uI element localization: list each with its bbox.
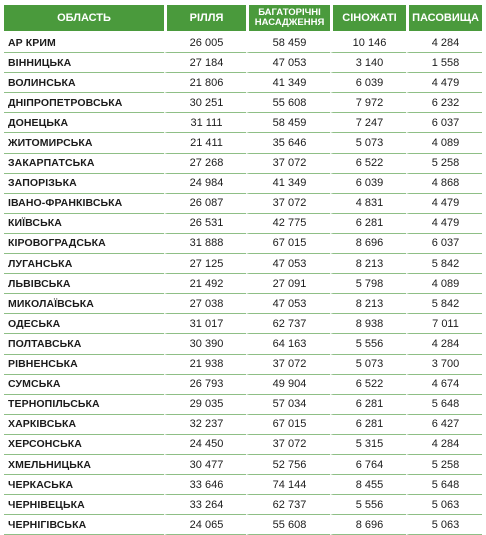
cell-region: ХЕРСОНСЬКА <box>4 435 164 455</box>
cell-pasture: 4 284 <box>406 435 482 455</box>
cell-hay: 8 213 <box>330 254 406 274</box>
cell-pasture: 4 479 <box>406 73 482 93</box>
cell-perennial: 37 072 <box>246 435 330 455</box>
cell-perennial: 47 053 <box>246 53 330 73</box>
header-arable: РІЛЛЯ <box>164 5 246 31</box>
table-row <box>4 93 482 113</box>
cell-pasture: 4 674 <box>406 375 482 395</box>
cell-region: ІВАНО-ФРАНКІВСЬКА <box>4 194 164 214</box>
cell-region: ХАРКІВСЬКА <box>4 415 164 435</box>
cell-arable: 24 450 <box>164 435 246 455</box>
cell-arable: 24 065 <box>164 515 246 535</box>
cell-region: ДОНЕЦЬКА <box>4 113 164 133</box>
cell-pasture: 5 258 <box>406 154 482 174</box>
cell-region: ВОЛИНСЬКА <box>4 73 164 93</box>
cell-hay: 5 798 <box>330 274 406 294</box>
header-perennial-line2: НАСАДЖЕННЯ <box>254 17 325 28</box>
cell-pasture: 4 284 <box>406 31 482 53</box>
cell-arable: 30 251 <box>164 93 246 113</box>
cell-perennial: 37 072 <box>246 355 330 375</box>
cell-perennial: 57 034 <box>246 395 330 415</box>
cell-arable: 29 035 <box>164 395 246 415</box>
cell-hay: 5 073 <box>330 133 406 153</box>
cell-pasture: 6 037 <box>406 113 482 133</box>
table-row <box>4 174 482 194</box>
table-row <box>4 355 482 375</box>
cell-hay: 6 039 <box>330 174 406 194</box>
cell-region: МИКОЛАЇВСЬКА <box>4 294 164 314</box>
cell-pasture: 5 842 <box>406 254 482 274</box>
cell-perennial: 49 904 <box>246 375 330 395</box>
cell-arable: 26 793 <box>164 375 246 395</box>
cell-hay: 6 281 <box>330 214 406 234</box>
cell-perennial: 58 459 <box>246 31 330 53</box>
cell-arable: 21 411 <box>164 133 246 153</box>
cell-region: ЛУГАНСЬКА <box>4 254 164 274</box>
cell-pasture: 7 011 <box>406 314 482 334</box>
cell-arable: 33 264 <box>164 495 246 515</box>
cell-pasture: 5 258 <box>406 455 482 475</box>
table-row <box>4 234 482 254</box>
table-row <box>4 113 482 133</box>
table-row <box>4 395 482 415</box>
cell-hay: 5 073 <box>330 355 406 375</box>
table-header <box>4 5 482 31</box>
cell-arable: 32 237 <box>164 415 246 435</box>
cell-perennial: 67 015 <box>246 415 330 435</box>
cell-arable: 30 390 <box>164 334 246 354</box>
cell-hay: 10 146 <box>330 31 406 53</box>
cell-hay: 6 281 <box>330 395 406 415</box>
cell-region: АР КРИМ <box>4 31 164 53</box>
cell-perennial: 42 775 <box>246 214 330 234</box>
table-row <box>4 435 482 455</box>
cell-pasture: 5 063 <box>406 495 482 515</box>
cell-hay: 3 140 <box>330 53 406 73</box>
table-row <box>4 133 482 153</box>
cell-hay: 5 315 <box>330 435 406 455</box>
cell-region: ДНІПРОПЕТРОВСЬКА <box>4 93 164 113</box>
cell-region: ТЕРНОПІЛЬСЬКА <box>4 395 164 415</box>
table-row <box>4 495 482 515</box>
table-row <box>4 53 482 73</box>
cell-hay: 7 247 <box>330 113 406 133</box>
cell-region: РІВНЕНСЬКА <box>4 355 164 375</box>
cell-hay: 6 281 <box>330 415 406 435</box>
cell-region: ПОЛТАВСЬКА <box>4 334 164 354</box>
table-row <box>4 31 482 53</box>
cell-hay: 8 213 <box>330 294 406 314</box>
cell-hay: 4 831 <box>330 194 406 214</box>
cell-pasture: 1 558 <box>406 53 482 73</box>
cell-pasture: 6 037 <box>406 234 482 254</box>
cell-pasture: 5 648 <box>406 475 482 495</box>
cell-region: ЧЕРКАСЬКА <box>4 475 164 495</box>
cell-perennial: 37 072 <box>246 154 330 174</box>
table-row <box>4 73 482 93</box>
table-row <box>4 254 482 274</box>
cell-region: СУМСЬКА <box>4 375 164 395</box>
cell-hay: 8 696 <box>330 515 406 535</box>
cell-region: ЧЕРНІВЕЦЬКА <box>4 495 164 515</box>
cell-perennial: 47 053 <box>246 254 330 274</box>
cell-hay: 8 455 <box>330 475 406 495</box>
cell-pasture: 6 427 <box>406 415 482 435</box>
cell-pasture: 5 063 <box>406 515 482 535</box>
cell-arable: 26 005 <box>164 31 246 53</box>
table-row <box>4 475 482 495</box>
cell-region: ЗАКАРПАТСЬКА <box>4 154 164 174</box>
cell-arable: 21 938 <box>164 355 246 375</box>
cell-region: ЛЬВІВСЬКА <box>4 274 164 294</box>
cell-perennial: 55 608 <box>246 93 330 113</box>
cell-arable: 27 268 <box>164 154 246 174</box>
cell-pasture: 4 089 <box>406 133 482 153</box>
cell-arable: 21 806 <box>164 73 246 93</box>
cell-perennial: 62 737 <box>246 495 330 515</box>
table-row <box>4 194 482 214</box>
table-row <box>4 375 482 395</box>
table-row <box>4 515 482 535</box>
cell-perennial: 55 608 <box>246 515 330 535</box>
cell-pasture: 4 868 <box>406 174 482 194</box>
cell-hay: 7 972 <box>330 93 406 113</box>
cell-perennial: 62 737 <box>246 314 330 334</box>
cell-arable: 31 888 <box>164 234 246 254</box>
cell-pasture: 5 648 <box>406 395 482 415</box>
cell-perennial: 35 646 <box>246 133 330 153</box>
cell-perennial: 67 015 <box>246 234 330 254</box>
table-row <box>4 415 482 435</box>
table-row <box>4 154 482 174</box>
header-region: ОБЛАСТЬ <box>4 5 164 31</box>
table-row <box>4 214 482 234</box>
header-row <box>4 5 482 31</box>
cell-pasture: 4 089 <box>406 274 482 294</box>
table-row <box>4 334 482 354</box>
header-pasture: ПАСОВИЩА <box>406 5 482 31</box>
cell-arable: 26 087 <box>164 194 246 214</box>
land-valuation-table <box>4 5 482 535</box>
cell-arable: 24 984 <box>164 174 246 194</box>
cell-region: КИЇВСЬКА <box>4 214 164 234</box>
cell-pasture: 4 479 <box>406 214 482 234</box>
table-body <box>4 31 482 535</box>
cell-perennial: 37 072 <box>246 194 330 214</box>
cell-region: ХМЕЛЬНИЦЬКА <box>4 455 164 475</box>
table-row <box>4 455 482 475</box>
cell-arable: 26 531 <box>164 214 246 234</box>
cell-arable: 27 125 <box>164 254 246 274</box>
cell-region: ОДЕСЬКА <box>4 314 164 334</box>
cell-region: ВІННИЦЬКА <box>4 53 164 73</box>
cell-hay: 8 696 <box>330 234 406 254</box>
cell-hay: 5 556 <box>330 334 406 354</box>
cell-hay: 6 522 <box>330 154 406 174</box>
cell-perennial: 27 091 <box>246 274 330 294</box>
cell-region: ЖИТОМИРСЬКА <box>4 133 164 153</box>
cell-perennial: 64 163 <box>246 334 330 354</box>
cell-pasture: 4 479 <box>406 194 482 214</box>
cell-pasture: 6 232 <box>406 93 482 113</box>
cell-perennial: 41 349 <box>246 73 330 93</box>
cell-hay: 6 039 <box>330 73 406 93</box>
cell-pasture: 5 842 <box>406 294 482 314</box>
cell-hay: 6 522 <box>330 375 406 395</box>
header-hay: СІНОЖАТІ <box>330 5 406 31</box>
cell-arable: 21 492 <box>164 274 246 294</box>
cell-perennial: 74 144 <box>246 475 330 495</box>
cell-region: ЧЕРНІГІВСЬКА <box>4 515 164 535</box>
table-row <box>4 314 482 334</box>
header-perennial-line1: БАГАТОРІЧНІ <box>258 7 321 18</box>
cell-pasture: 3 700 <box>406 355 482 375</box>
cell-hay: 6 764 <box>330 455 406 475</box>
table-row <box>4 274 482 294</box>
cell-perennial: 58 459 <box>246 113 330 133</box>
cell-arable: 31 017 <box>164 314 246 334</box>
cell-pasture: 4 284 <box>406 334 482 354</box>
cell-hay: 5 556 <box>330 495 406 515</box>
cell-perennial: 41 349 <box>246 174 330 194</box>
cell-arable: 31 111 <box>164 113 246 133</box>
cell-arable: 27 184 <box>164 53 246 73</box>
cell-region: КІРОВОГРАДСЬКА <box>4 234 164 254</box>
cell-arable: 27 038 <box>164 294 246 314</box>
cell-perennial: 47 053 <box>246 294 330 314</box>
header-perennial <box>246 5 330 31</box>
cell-hay: 8 938 <box>330 314 406 334</box>
cell-region: ЗАПОРІЗЬКА <box>4 174 164 194</box>
cell-perennial: 52 756 <box>246 455 330 475</box>
cell-arable: 33 646 <box>164 475 246 495</box>
cell-arable: 30 477 <box>164 455 246 475</box>
table-row <box>4 294 482 314</box>
